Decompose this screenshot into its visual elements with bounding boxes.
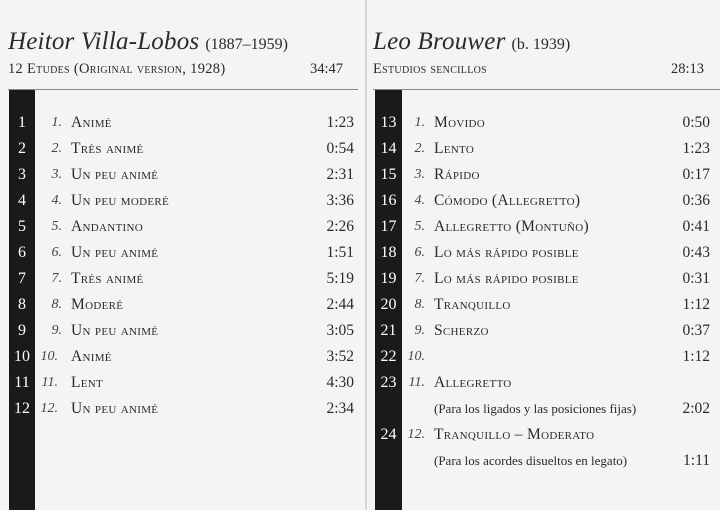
track-number: 10	[14, 348, 30, 365]
track-duration: 1:12	[682, 296, 710, 313]
track-row	[367, 372, 720, 398]
header-rule	[373, 89, 720, 90]
track-number: 20	[380, 296, 397, 313]
track-duration: 2:31	[326, 166, 354, 183]
track-duration: 0:54	[326, 140, 354, 157]
movement-number: 8.	[51, 297, 62, 312]
composer-dates: (b. 1939)	[511, 36, 571, 53]
track-number: 15	[380, 166, 397, 183]
track-number: 5	[18, 218, 26, 235]
track-title: Un peu animé	[71, 400, 159, 417]
track-duration: 3:05	[326, 322, 354, 339]
track-list	[367, 112, 720, 476]
track-duration: 0:36	[682, 192, 710, 209]
movement-number: 12.	[407, 427, 425, 442]
track-number: 8	[18, 296, 26, 313]
movement-number: 1.	[414, 115, 425, 130]
track-number: 1	[18, 114, 26, 131]
track-row	[367, 138, 720, 164]
movement-number: 12.	[40, 401, 58, 416]
track-row	[367, 190, 720, 216]
track-duration: 0:31	[682, 270, 710, 287]
track-number: 24	[380, 426, 397, 443]
movement-number: 3.	[414, 167, 425, 182]
track-title: Andantino	[71, 218, 143, 235]
track-title: Tranquillo – Moderato	[434, 426, 595, 443]
movement-number: 6.	[51, 245, 62, 260]
track-duration: 1:23	[326, 114, 354, 131]
track-duration: 2:02	[682, 400, 710, 417]
track-duration: 5:19	[326, 270, 354, 287]
composer-name: Heitor Villa-Lobos	[8, 28, 200, 55]
movement-number: 11.	[41, 375, 58, 390]
track-title: Cómodo (Allegretto)	[434, 192, 581, 209]
track-duration: 1:12	[682, 348, 710, 365]
track-number: 7	[18, 270, 26, 287]
composer-heading	[8, 28, 288, 56]
track-row	[0, 294, 366, 320]
composer-heading	[373, 28, 570, 56]
movement-number: 11.	[408, 375, 425, 390]
movement-number: 7.	[51, 271, 62, 286]
track-number: 11	[14, 374, 30, 391]
track-number: 2	[18, 140, 26, 157]
track-title: Movido	[434, 114, 486, 131]
movement-number: 3.	[51, 167, 62, 182]
track-duration: 4:30	[326, 374, 354, 391]
movement-number: 5.	[51, 219, 62, 234]
track-number: 19	[380, 270, 397, 287]
track-row	[0, 242, 366, 268]
work-title: 12 Etudes (Original version, 1928)	[8, 61, 226, 77]
track-title: Lo más rápido posible	[434, 270, 579, 287]
track-duration: 2:34	[326, 400, 354, 417]
track-number: 23	[380, 374, 397, 391]
track-duration: 3:36	[326, 192, 354, 209]
track-duration: 1:23	[682, 140, 710, 157]
track-row	[367, 424, 720, 450]
movement-number: 2.	[51, 141, 62, 156]
track-number: 12	[14, 400, 30, 417]
track-title: Tranquillo	[434, 296, 511, 313]
track-duration: 0:43	[682, 244, 710, 261]
track-row	[0, 268, 366, 294]
composer-dates: (1887–1959)	[205, 36, 288, 53]
track-duration: 0:17	[682, 166, 710, 183]
track-title: Un peu animé	[71, 166, 159, 183]
track-row	[0, 372, 366, 398]
track-row	[0, 346, 366, 372]
track-row	[367, 294, 720, 320]
track-row	[367, 164, 720, 190]
track-title: Très animé	[71, 140, 144, 157]
track-row	[367, 346, 720, 372]
track-duration: 0:41	[682, 218, 710, 235]
track-title: Animé	[71, 114, 112, 131]
track-title: Allegretto (Montuño)	[434, 218, 589, 235]
track-title: Un peu animé	[71, 322, 159, 339]
track-number: 6	[18, 244, 26, 261]
track-list	[0, 112, 366, 424]
movement-number: 5.	[414, 219, 425, 234]
track-title: Scherzo	[434, 322, 489, 339]
work-duration: 34:47	[310, 61, 344, 77]
movement-number: 10.	[407, 349, 425, 364]
header-rule	[8, 89, 358, 90]
track-number: 14	[380, 140, 397, 157]
movement-number: 1.	[51, 115, 62, 130]
movement-number: 9.	[414, 323, 425, 338]
track-title: Lent	[71, 374, 104, 391]
track-number: 17	[380, 218, 397, 235]
track-duration: 2:26	[326, 218, 354, 235]
movement-number: 7.	[414, 271, 425, 286]
track-row	[0, 138, 366, 164]
track-duration: 3:52	[326, 348, 354, 365]
track-number: 4	[18, 192, 26, 209]
track-title: Lento	[434, 140, 475, 157]
track-number: 9	[18, 322, 26, 339]
track-subtitle: (Para los acordes disueltos en legato)	[434, 453, 628, 468]
track-title: Animé	[71, 348, 112, 365]
composer-name: Leo Brouwer	[373, 28, 506, 55]
track-title: Lo más rápido posible	[434, 244, 579, 261]
work-title: Estudios sencillos	[373, 61, 488, 77]
track-row	[0, 190, 366, 216]
track-row	[367, 216, 720, 242]
track-row	[0, 164, 366, 190]
track-number: 22	[380, 348, 397, 365]
track-row	[367, 398, 720, 424]
track-row	[367, 242, 720, 268]
track-title: Moderé	[71, 296, 124, 313]
right-panel	[367, 0, 720, 510]
track-title: Un peu animé	[71, 244, 159, 261]
track-duration: 0:37	[682, 322, 710, 339]
track-number: 18	[380, 244, 397, 261]
track-duration: 1:11	[683, 452, 710, 469]
track-title: Très animé	[71, 270, 144, 287]
work-duration: 28:13	[671, 61, 705, 77]
track-row	[0, 398, 366, 424]
track-row	[367, 450, 720, 476]
movement-number: 8.	[414, 297, 425, 312]
movement-number: 4.	[414, 193, 425, 208]
movement-number: 6.	[414, 245, 425, 260]
movement-number: 10.	[40, 349, 58, 364]
track-row	[367, 112, 720, 138]
track-subtitle: (Para los ligados y las posiciones fijas)	[434, 401, 637, 416]
track-row	[0, 320, 366, 346]
track-row	[367, 268, 720, 294]
track-number: 13	[380, 114, 397, 131]
movement-number: 2.	[414, 141, 425, 156]
track-row	[367, 320, 720, 346]
movement-number: 9.	[51, 323, 62, 338]
track-title: Un peu moderé	[71, 192, 170, 209]
track-duration: 2:44	[326, 296, 354, 313]
track-row	[0, 216, 366, 242]
track-number: 16	[380, 192, 397, 209]
track-duration: 1:51	[326, 244, 354, 261]
track-number: 3	[18, 166, 26, 183]
movement-number: 4.	[51, 193, 62, 208]
track-number: 21	[380, 322, 397, 339]
track-title: Rápido	[434, 166, 480, 183]
track-row	[0, 112, 366, 138]
track-title: Allegretto	[434, 374, 512, 391]
track-duration: 0:50	[682, 114, 710, 131]
